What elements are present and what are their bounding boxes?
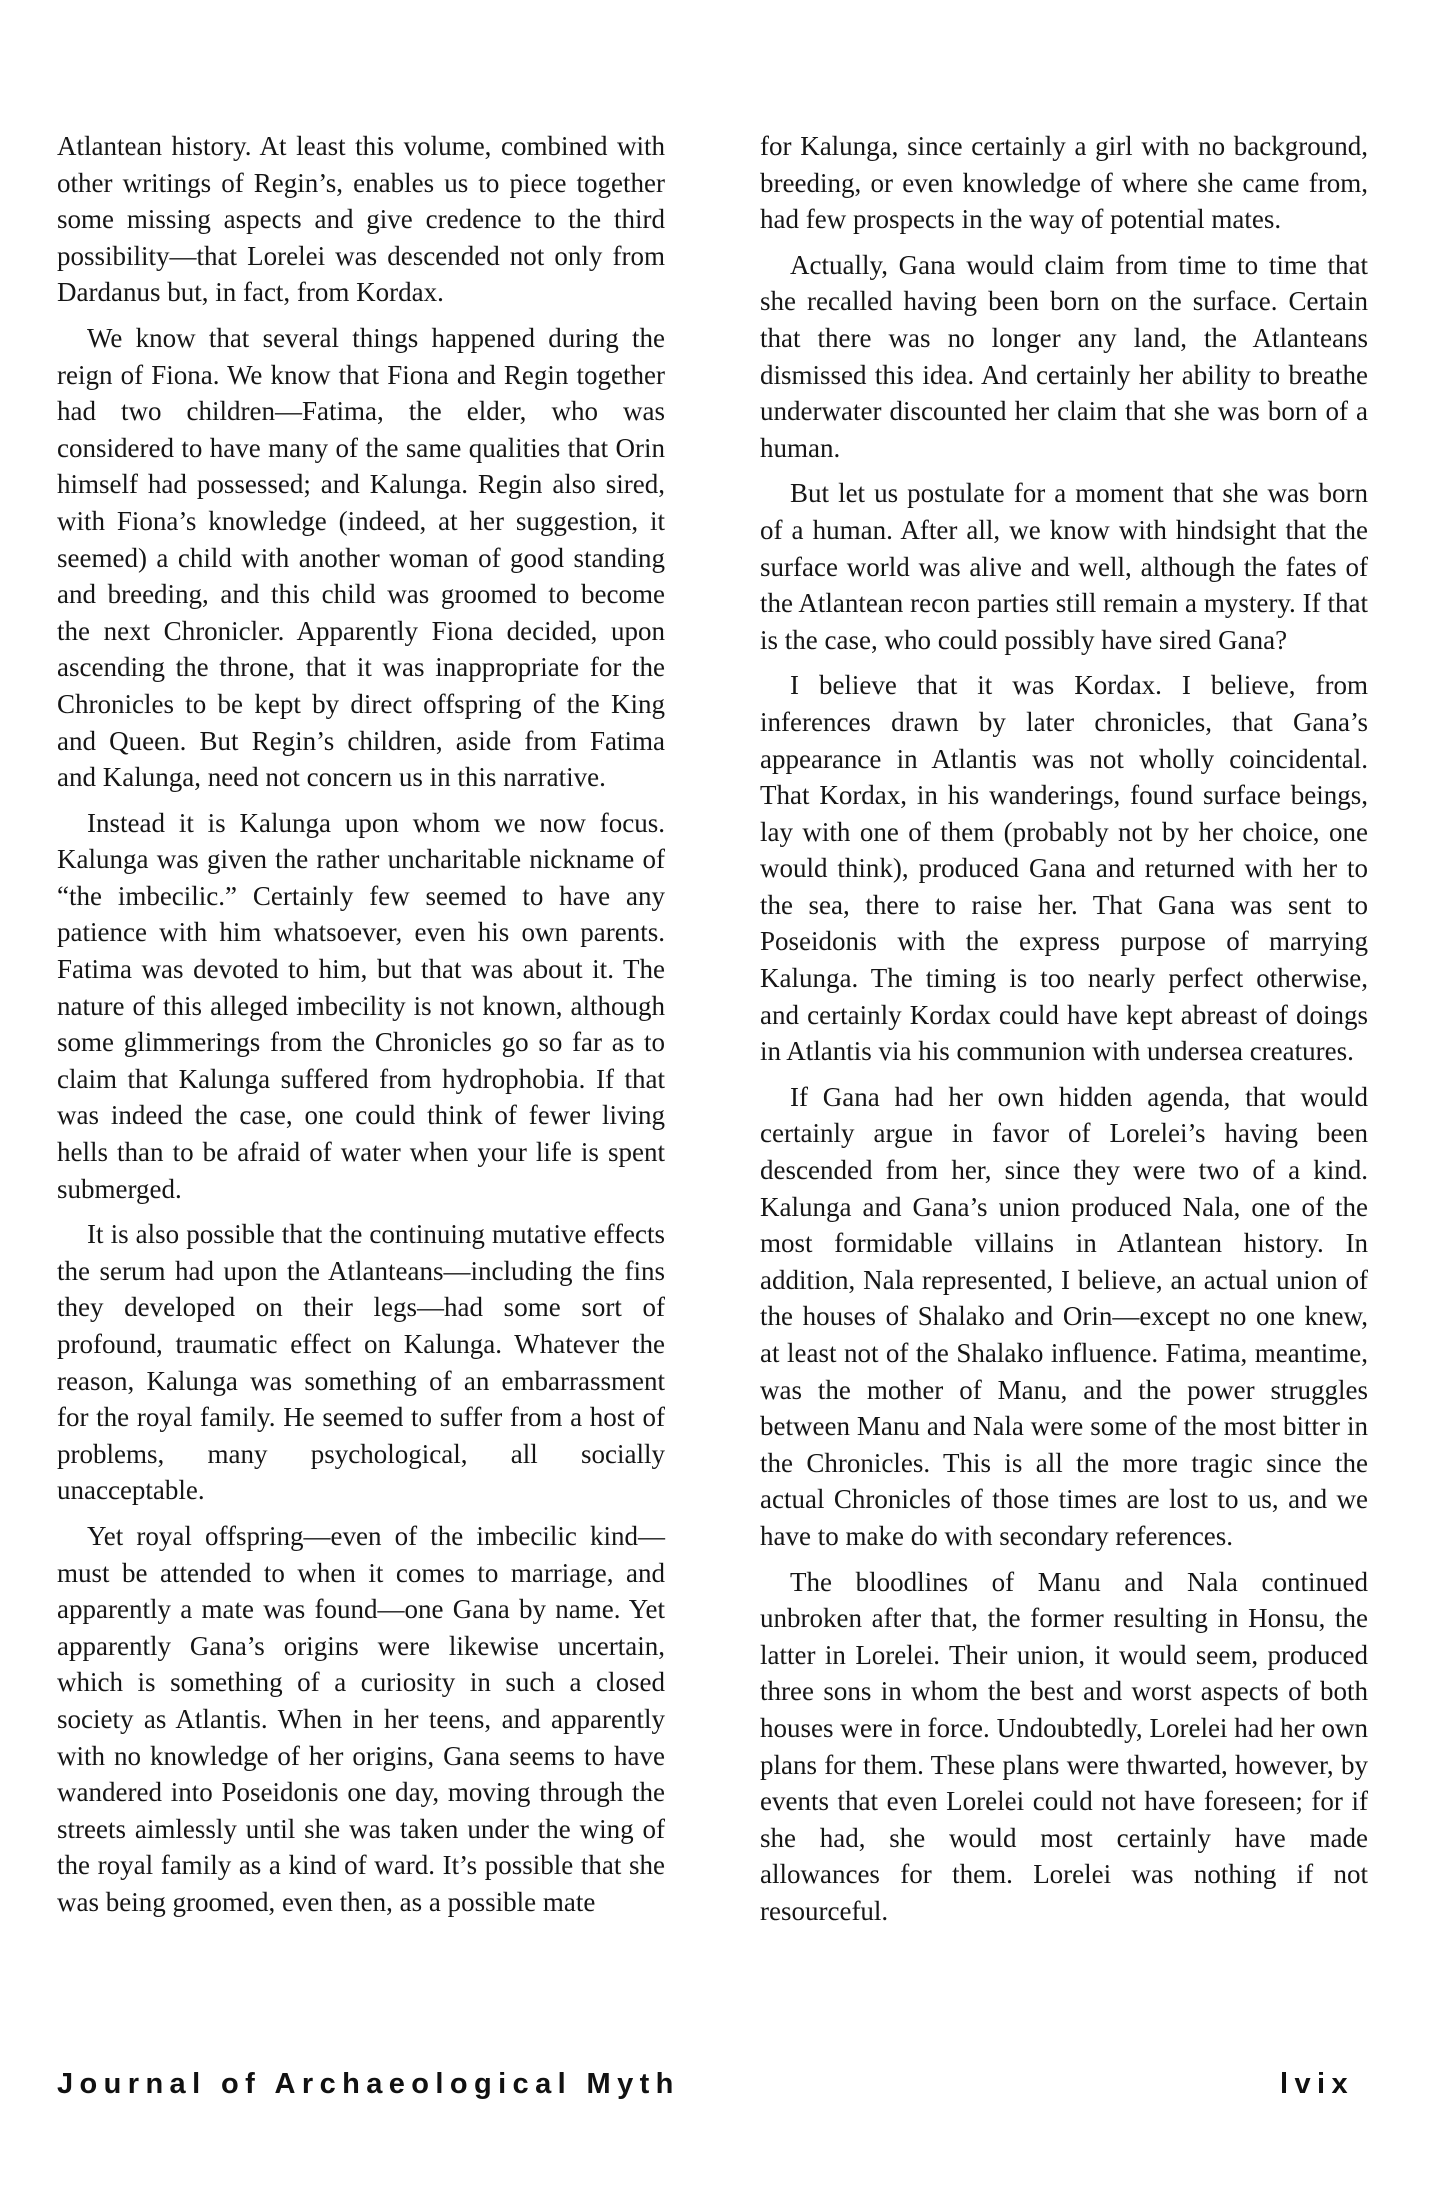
left-text-column xyxy=(57,128,665,1930)
left-paragraph-5: Yet royal offspring—even of the imbecilic kind—must be attended to when it comes to marriage, and apparently a mate was found—one Gana by name. Yet apparently Gana’s origins were likewise uncertain, which is something of a curiosity in such a closed society as Atlantis. When in her teens, and apparently with no knowledge of her origins, Gana seems to have wandered into Poseidonis one day, moving through the streets aimlessly until she was taken under the wing of the royal family as a kind of ward. It’s possible that she was being groomed, even then, as a possible mate xyxy=(57,1520,665,1917)
left-paragraph-4: It is also possible that the continuing mutative effects the serum had upon the Atlanteans—including the fins they developed on their legs—had some sort of profound, traumatic effect on Kalunga. Whatever the reason, Kalunga was something of an embarrassment for the royal family. He seemed to suffer from a host of problems, many psychological, all socially unacceptable. xyxy=(57,1219,665,1506)
footer-page-number: lvix xyxy=(1280,2068,1354,2100)
right-paragraph-5: If Gana had her own hidden agenda, that would certainly argue in favor of Lorelei’s having been descended from her, since they were two of a kind. Kalunga and Gana’s union produced Nala, one of the most formidable villains in Atlantean history. In addition, Nala represented, I believe, an actual union of the houses of Shalako and Orin—except no one knew, at least not of the Shalako influence. Fatima, meantime, was the mother of Manu, and the power struggles between Manu and Nala were some of the most bitter in the Chronicles. This is all the more tragic since the actual Chronicles of those times are lost to us, and we have to make do with secondary references. xyxy=(760,1081,1368,1551)
right-paragraph-3: But let us postulate for a moment that she was born of a human. After all, we know with hindsight that the surface world was alive and well, although the fates of the Atlantean recon parties still remain a mystery. If that is the case, who could possibly have sired Gana? xyxy=(760,478,1368,655)
right-text-column xyxy=(760,128,1368,1939)
right-paragraph-1: for Kalunga, since certainly a girl with no background, breeding, or even knowledge of where she came from, had few prospects in the way of potential mates. xyxy=(760,131,1368,235)
right-paragraph-2: Actually, Gana would claim from time to time that she recalled having been born on the surface. Certain that there was no longer any land, the Atlanteans dismissed this idea. And certainly her ability to breathe underwater discounted her claim that she was born of a human. xyxy=(760,249,1368,463)
left-paragraph-3: Instead it is Kalunga upon whom we now focus. Kalunga was given the rather uncharitable nickname of “the imbecilic.” Certainly few seemed to have any patience with him whatsoever, even his own parents. Fatima was devoted to him, but that was about it. The nature of this alleged imbecility is not known, although some glimmerings from the Chronicles go so far as to claim that Kalunga suffered from hydrophobia. If that was indeed the case, one could think of fewer living hells than to be afraid of water when your life is spent submerged. xyxy=(57,807,665,1204)
right-paragraph-4: I believe that it was Kordax. I believe, from inferences drawn by later chronicles, that Gana’s appearance in Atlantis was not wholly coincidental. That Kordax, in his wanderings, found surface beings, lay with one of them (probably not by her choice, one would think), produced Gana and returned with her to the sea, there to raise her. That Gana was sent to Poseidonis with the express purpose of marrying Kalunga. The timing is too nearly perfect otherwise, and certainly Kordax could have kept abreast of doings in Atlantis via his communion with undersea creatures. xyxy=(760,670,1368,1067)
right-paragraph-6: The bloodlines of Manu and Nala continued unbroken after that, the former resulting in Honsu, the latter in Lorelei. Their union, it would seem, produced three sons in whom the best and worst aspects of both houses were in force. Undoubtedly, Lorelei had her own plans for them. These plans were thwarted, however, by events that even Lorelei could not have foreseen; for if she had, she would most certainly have made allowances for them. Lorelei was nothing if not resourceful. xyxy=(760,1566,1368,1926)
left-paragraph-2: We know that several things happened during the reign of Fiona. We know that Fiona and Regin together had two children—Fatima, the elder, who was considered to have many of the same qualities that Orin himself had possessed; and Kalunga. Regin also sired, with Fiona’s knowledge (indeed, at her suggestion, it seemed) a child with another woman of good standing and breeding, and this child was groomed to become the next Chronicler. Apparently Fiona decided, upon ascending the throne, that it was inappropriate for the Chronicles to be kept by direct offspring of the King and Queen. But Regin’s children, aside from Fatima and Kalunga, need not concern us in this narrative. xyxy=(57,322,665,793)
footer-journal-title: Journal of Archaeological Myth xyxy=(57,2068,680,2100)
left-paragraph-1: Atlantean history. At least this volume, combined with other writings of Regin’s, enables us to piece together some missing aspects and give credence to the third possibility—that Lorelei was descended not only from Dardanus but, in fact, from Kordax. xyxy=(57,131,665,308)
